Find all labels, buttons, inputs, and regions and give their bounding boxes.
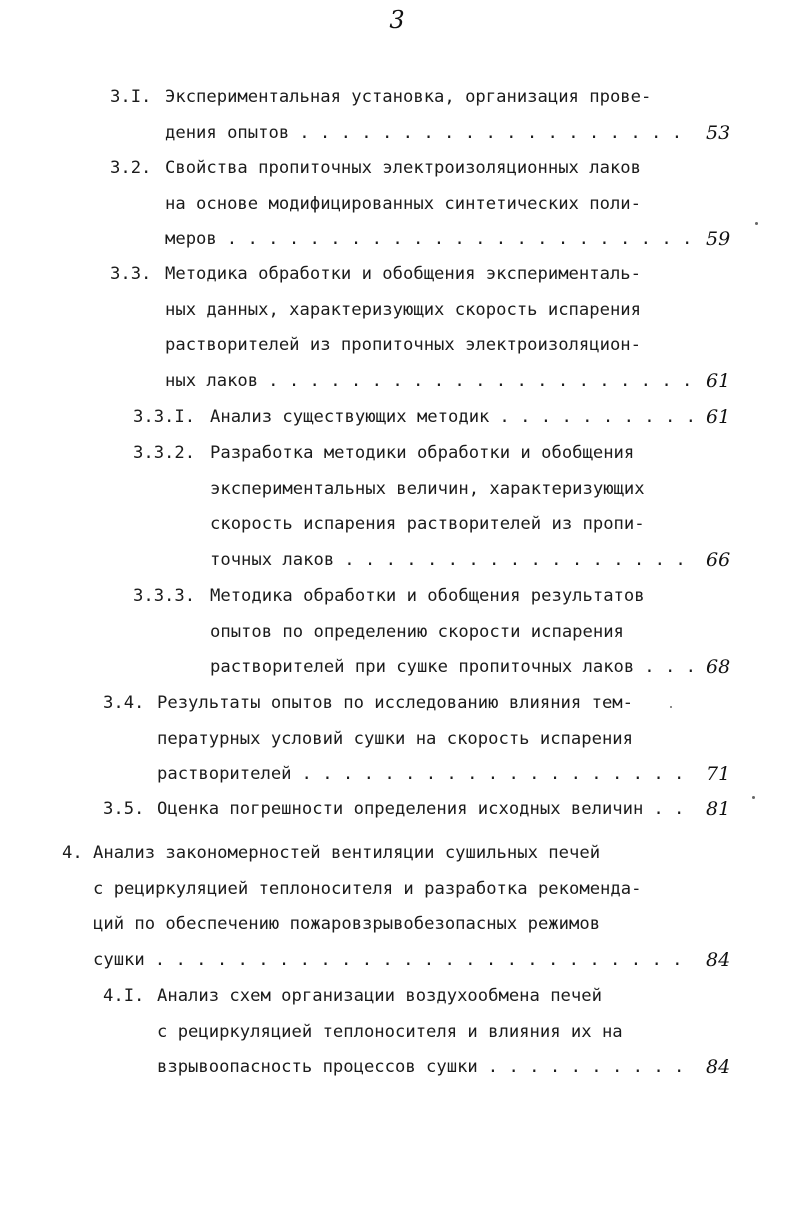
dot-leader: . . . . . . . . . . . . . . . . . . . . . . . xyxy=(226,229,693,250)
page-ref: 84 xyxy=(706,1056,731,1079)
toc-line xyxy=(0,330,794,360)
section-title-line: растворителей xyxy=(157,764,292,785)
dot-leader: . . . . . . . . . . . . . . . . . . . xyxy=(301,764,685,785)
toc-line xyxy=(0,1052,794,1082)
page-ref: 68 xyxy=(706,656,731,679)
dot-leader: . . . . . . . . . . . . . . . . . . . xyxy=(299,122,683,143)
toc-line xyxy=(0,295,794,325)
section-title-line: Оценка погрешности определения исходных величин xyxy=(157,799,644,819)
section-title-line: точных лаков xyxy=(210,550,335,571)
toc-line xyxy=(0,438,794,468)
toc-line xyxy=(0,652,794,682)
page-number: 3 xyxy=(389,6,405,34)
section-title-line: Методика обработки и обобщения эксперименталь- xyxy=(165,264,641,284)
toc-line xyxy=(0,874,794,904)
toc-line xyxy=(0,366,794,396)
section-title-line: Анализ существующих методик xyxy=(210,407,490,427)
toc-line xyxy=(0,118,794,148)
section-title-line: растворителей из пропиточных электроизоляцион- xyxy=(165,335,641,356)
dot-leader: . . . . . . . . . . xyxy=(499,407,696,427)
section-number: 3.3.2. xyxy=(133,443,196,463)
scan-speck xyxy=(670,706,672,708)
toc-line xyxy=(0,945,794,975)
section-title-line: Методика обработки и обобщения результатов xyxy=(210,586,645,606)
toc-line xyxy=(0,82,794,112)
section-number: 4. xyxy=(62,843,83,863)
section-title-line: Разработка методики обработки и обобщения xyxy=(210,443,635,463)
dot-leader: . . . . . . . . . . . . . . . . . . . . . . . . . . xyxy=(154,950,683,971)
toc-line xyxy=(0,617,794,647)
section-title-line: опытов по определению скорости испарения xyxy=(210,621,624,642)
toc-line xyxy=(0,474,794,504)
toc-line xyxy=(0,981,794,1011)
toc-line xyxy=(0,794,794,824)
dot-leader: . . . xyxy=(644,657,697,678)
dot-leader: . . . . . . . . . . . . . . . . . . . . . xyxy=(268,371,693,392)
section-title-line: с рециркуляцией теплоносителя и разработка рекоменда- xyxy=(93,878,642,899)
toc-line xyxy=(0,724,794,754)
toc-line xyxy=(0,224,794,254)
dot-leader: . . . . . . . . . . xyxy=(487,1057,685,1078)
page-ref: 66 xyxy=(706,549,731,572)
section-title-line: сушки xyxy=(93,950,145,971)
section-title-line: Экспериментальная установка, организация прове- xyxy=(165,87,652,107)
section-title-line: меров xyxy=(165,229,217,250)
scan-speck xyxy=(752,796,755,799)
section-title-line: ций по обеспечению пожаровзрывобезопасных режимов xyxy=(93,914,601,935)
dot-leader: . . xyxy=(653,799,685,819)
section-title-line: взрывоопасность процессов сушки xyxy=(157,1057,478,1078)
section-number: 3.5. xyxy=(103,799,145,819)
toc-line xyxy=(0,153,794,183)
section-title-line: Свойства пропиточных электроизоляционных лаков xyxy=(165,158,641,178)
page-ref: 59 xyxy=(706,228,731,251)
section-title-line: Анализ закономерностей вентиляции сушильных печей xyxy=(93,843,601,863)
toc-line xyxy=(0,259,794,289)
toc-line xyxy=(0,1017,794,1047)
toc-line xyxy=(0,545,794,575)
section-title-line: Результаты опытов по исследованию влияния тем- xyxy=(157,693,633,713)
toc-line xyxy=(0,189,794,219)
toc-line xyxy=(0,838,794,868)
section-title-line: скорость испарения растворителей из пропи- xyxy=(210,514,645,535)
page-ref: 84 xyxy=(706,949,731,972)
toc-line xyxy=(0,402,794,432)
section-title-line: пературных условий сушки на скорость испарения xyxy=(157,728,633,749)
page-ref: 53 xyxy=(706,121,731,144)
page-ref: 61 xyxy=(706,370,731,393)
toc-line xyxy=(0,509,794,539)
toc-line xyxy=(0,581,794,611)
page-ref: 71 xyxy=(706,763,731,786)
section-title-line: на основе модифицированных синтетических поли- xyxy=(165,193,641,214)
toc-line xyxy=(0,688,794,718)
section-number: 3.3.3. xyxy=(133,586,196,606)
section-number: 3.3. xyxy=(110,264,152,284)
scan-speck xyxy=(755,222,758,225)
section-title-line: растворителей при сушке пропиточных лаков xyxy=(210,657,635,678)
section-number: 3.I. xyxy=(110,87,152,107)
section-title-line: с рециркуляцией теплоносителя и влияния их на xyxy=(157,1021,623,1042)
toc-line xyxy=(0,759,794,789)
section-number: 3.3.I. xyxy=(133,407,196,427)
dot-leader: . . . . . . . . . . . . . . . . . xyxy=(344,550,686,571)
section-title-line: экспериментальных величин, характеризующих xyxy=(210,478,645,499)
section-title-line: ных лаков xyxy=(165,371,259,392)
section-number: 3.2. xyxy=(110,158,152,178)
section-number: 3.4. xyxy=(103,693,145,713)
page-ref: 81 xyxy=(706,798,731,820)
toc-line xyxy=(0,909,794,939)
section-number: 4.I. xyxy=(103,986,145,1006)
page-ref: 61 xyxy=(706,406,731,428)
section-title-line: Анализ схем организации воздухообмена печей xyxy=(157,986,602,1006)
section-title-line: ных данных, характеризующих скорость испарения xyxy=(165,299,641,320)
section-title-line: дения опытов xyxy=(165,122,290,143)
